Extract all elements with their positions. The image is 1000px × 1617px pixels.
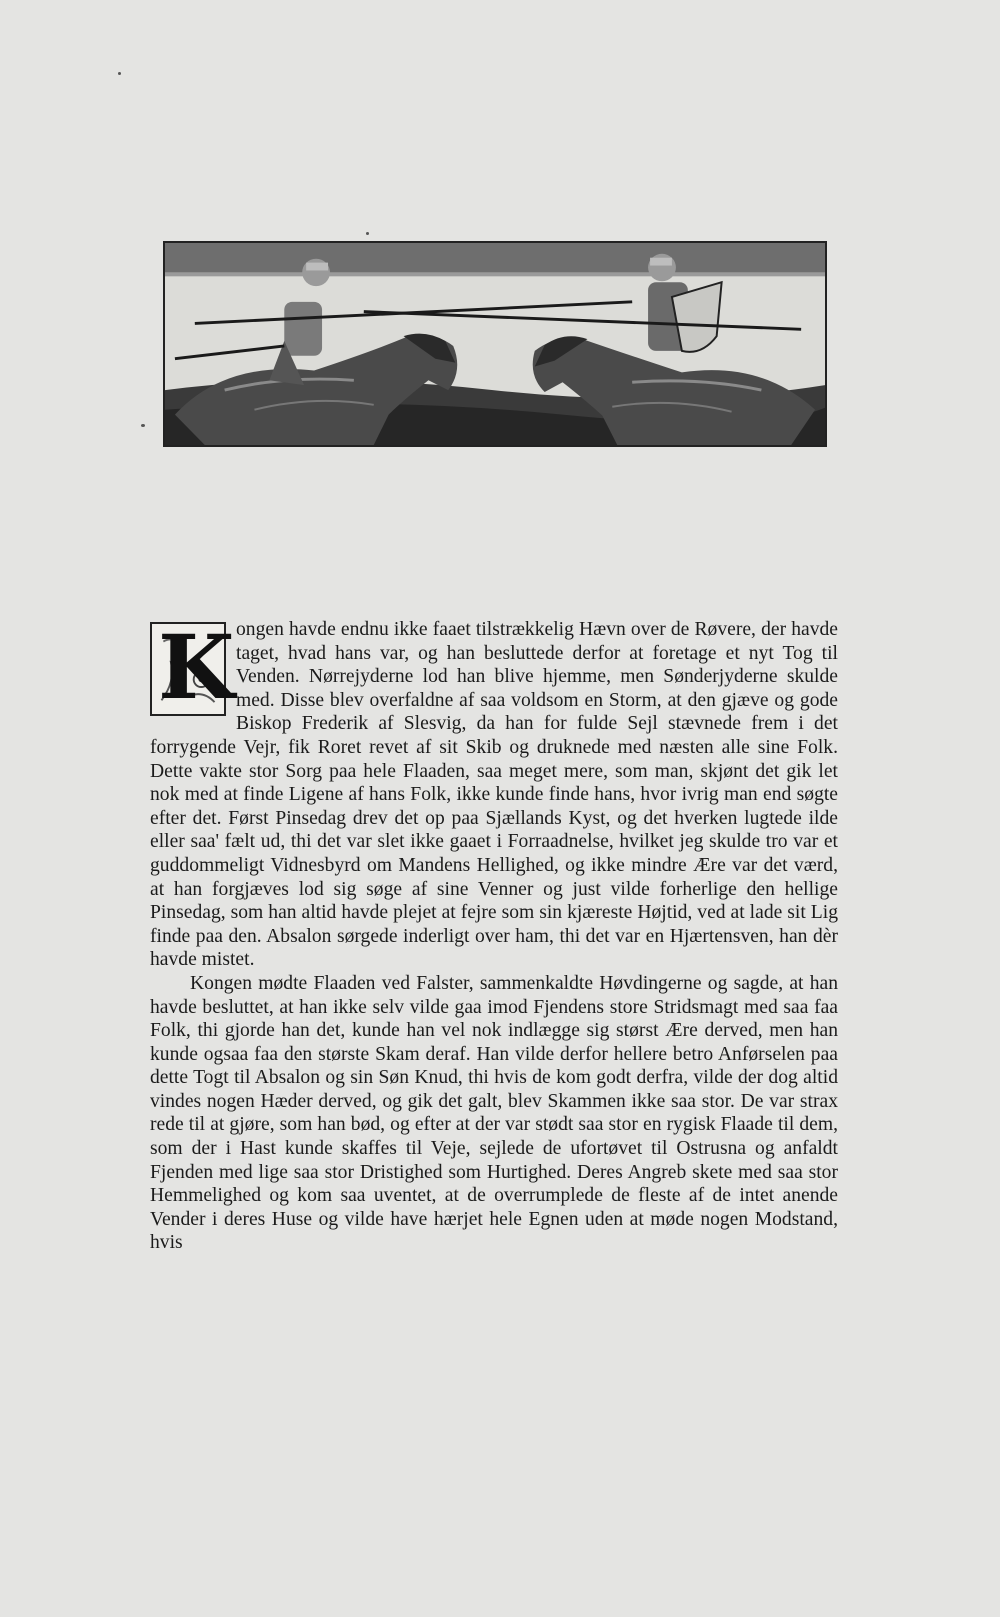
drop-cap	[150, 615, 235, 719]
paragraph-1: ongen havde endnu ikke faaet tilstrækkelig Hævn over de Røvere, der havde taget, hvad hans var, og han besluttede derfor at foretage et nyt Tog til Venden. Nørrejyderne lod han blive hjemme, men Sønderjyderne skulde med. Disse blev overfaldne af saa voldsom en Storm, at den gjæve og gode Biskop Frederik af Slesvig, da han for fulde Sejl stævnede frem i det forrygende Vejr, fik Roret revet af sit Skib og druknede med næsten alle sine Folk. Dette vakte stor Sorg paa hele Flaaden, saa meget mere, som man, skjønt det gik let nok med at finde Ligene af hans Folk, ikke kunde finde hans, hvor ivrig man end søgte efter det. Først Pinsedag drev det op paa Sjællands Kyst, og det hverken lugtede ilde eller saa' fælt ud, thi det var slet ikke gaaet i Forraadnelse, hvilket jeg skulde tro var et guddommeligt Vidnesbyrd om Mandens Hellighed, og ikke mindre Ære var det værd, at han forgjæves lod sig søge af sine Venner og just vilde forherlige den hellige Pinsedag, som han altid havde plejet at fejre som sin kjæreste Højtid, ved at lade sit Lig finde paa den. Absalon sørgede inderligt over ham, thi det var en Hjærtensven, han dèr havde mistet.	[150, 619, 838, 971]
print-speck	[141, 424, 145, 427]
print-speck	[118, 72, 121, 75]
body-text	[150, 615, 838, 1255]
drop-cap-letter: K	[158, 615, 235, 719]
jousting-knights-image	[165, 243, 825, 445]
paragraph-2: Kongen mødte Flaaden ved Falster, sammenkaldte Høvdingerne og sagde, at han havde besluttet, at han ikke selv vilde gaa imod Fjendens store Stridsmagt med saa faa Folk, thi gjorde han det, kunde han vel nok indlægge sig størst Ære derved, men han kunde ogsaa faa den største Skam deraf. Han vilde derfor hellere betro Anførselen paa dette Togt til Absalon og sin Søn Knud, thi hvis de kom godt derfra, vilde der dog altid vindes nogen Hæder derved, og gik det galt, blev Skammen ikke saa stor. De var strax rede til at gjøre, som han bød, og efter at der var stødt saa stor en rygisk Flaade til dem, som der i Hast kunde skaffes til Veje, sejlede de ufortøvet til Ostrusna og anfaldt Fjenden med lige saa stor Dristighed som Hurtighed. Deres Angreb skete med saa stor Hemmelighed og kom saa uventet, at de overrumplede de fleste af de intet anende Vender i deres Huse og vilde have hærjet hele Egnen uden at møde nogen Modstand, hvis	[150, 972, 838, 1254]
print-speck	[366, 232, 369, 235]
jousting-knights-illustration	[163, 241, 827, 447]
